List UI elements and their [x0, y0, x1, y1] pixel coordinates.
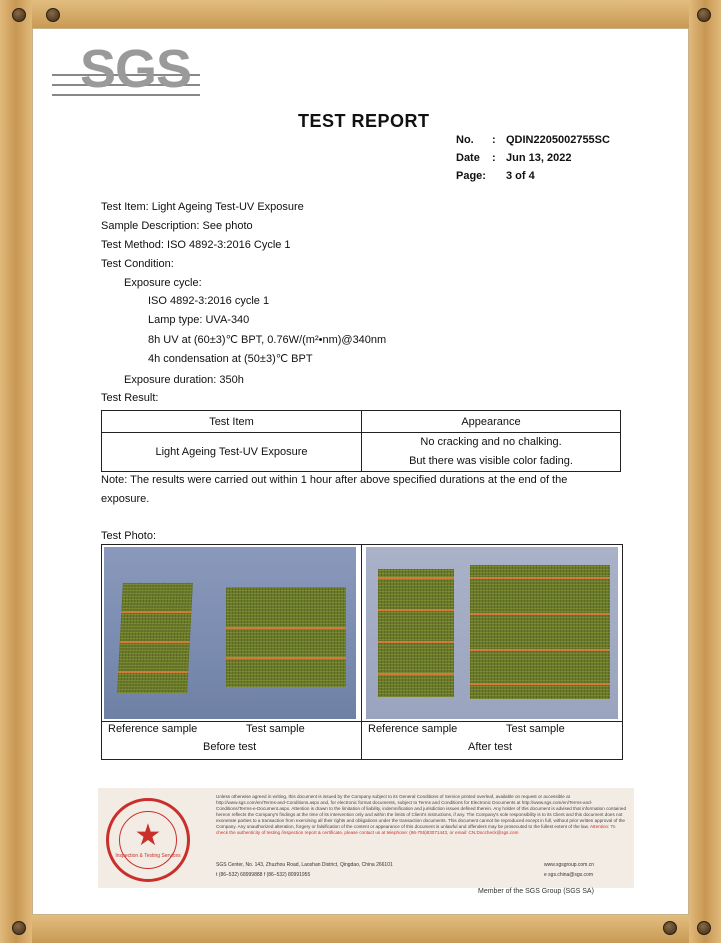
reference-sample-image	[378, 569, 454, 697]
footer-website: www.sgsgroup.com.cn	[544, 862, 595, 868]
table-header-cell: Test Item	[102, 411, 362, 433]
test-photo-title: Test Photo:	[101, 530, 157, 542]
cycle-line-1: ISO 4892-3:2016 cycle 1	[148, 295, 270, 307]
frame-bottom	[0, 915, 721, 943]
test-sample-image	[226, 587, 346, 687]
nail-icon	[12, 8, 26, 22]
test-method-line: Test Method: ISO 4892-3:2016 Cycle 1	[101, 239, 291, 251]
reference-sample-label: Reference sample	[108, 723, 198, 735]
exposure-duration-line: Exposure duration: 350h	[124, 374, 244, 386]
table-row	[102, 433, 621, 472]
test-condition-line: Test Condition:	[101, 258, 174, 270]
report-date: Date : Jun 13, 2022	[456, 152, 572, 164]
test-sample-label: Test sample	[246, 723, 305, 735]
report-page	[32, 28, 689, 915]
footer-telephone: t (86–532) 68999888 f (86–532) 80991955	[216, 872, 311, 878]
nail-icon	[46, 8, 60, 22]
reference-sample-image	[117, 583, 193, 693]
nail-icon	[697, 921, 711, 935]
frame-right	[689, 0, 721, 943]
reference-sample-label: Reference sample	[368, 723, 458, 735]
report-number: No. : QDIN2205002755SC	[456, 134, 610, 146]
footer	[98, 788, 634, 888]
photo-before-test	[104, 547, 356, 719]
nail-icon	[12, 921, 26, 935]
appearance-line: But there was visible color fading.	[409, 455, 573, 467]
after-test-caption: After test	[468, 741, 513, 753]
photo-table	[101, 544, 623, 760]
before-test-caption: Before test	[203, 741, 257, 753]
cycle-line-3: 8h UV at (60±3)℃ BPT, 0.76W/(m²•nm)@340nm	[148, 334, 387, 346]
table-cell-appearance	[362, 433, 621, 472]
photo-after-test	[366, 547, 618, 719]
report-page-number: Page: 3 of 4	[456, 170, 535, 182]
note-line: Note: The results were carried out within 1 hour after above specified durations at the end of the	[101, 474, 568, 486]
table-header-row	[102, 411, 621, 433]
frame-top	[0, 0, 721, 28]
test-result-line: Test Result:	[101, 392, 159, 404]
page-title: TEST REPORT	[298, 111, 430, 131]
sample-description-line: Sample Description: See photo	[101, 220, 253, 232]
nail-icon	[663, 921, 677, 935]
cycle-line-4: 4h condensation at (50±3)℃ BPT	[148, 353, 313, 365]
test-item-line: Test Item: Light Ageing Test-UV Exposure	[101, 201, 304, 213]
exposure-cycle-line: Exposure cycle:	[124, 277, 202, 289]
result-table	[101, 410, 621, 472]
test-sample-image	[470, 565, 610, 699]
footer-address: SGS Center, No. 143, Zhuzhou Road, Laoshan District, Qingdao, China 266101	[216, 862, 393, 868]
fine-print-attention: Attention: To check the authenticity of testing /inspection report & certificate, please contact us at telephone: (86-755)83071443, or email: CN.Doccheck@sgs.com	[216, 824, 616, 835]
table-header-cell: Appearance	[362, 411, 621, 433]
member-note: Member of the SGS Group (SGS SA)	[478, 888, 594, 895]
seal-text: Inspection & Testing Services	[115, 853, 181, 859]
note-line: exposure.	[101, 493, 150, 505]
star-icon: ★	[134, 819, 162, 852]
company-seal	[106, 798, 190, 882]
table-cell-item: Light Ageing Test-UV Exposure	[102, 433, 362, 472]
cycle-line-2: Lamp type: UVA-340	[148, 314, 250, 326]
appearance-line: No cracking and no chalking.	[420, 436, 562, 448]
fine-print: Unless otherwise agreed in writing, this document is issued by the Company subject to its General Conditions of Service printed overleaf, available on request or accessible at http://www.sgs.com/en/Terms-and-Conditions.aspx and, for electronic format documents, subject to Terms and Conditions for Electronic Documents at http://www.sgs.com/en/Terms-and-Conditions/Terms-e-Document.aspx. Attention is drawn to the limitation of liability, indemnification and jurisdiction issues defined therein. Any holder of this document is advised that information contained hereon reflects the Company's findings at the time of its intervention only and within the limits of Client's instructions, if any. The Company's sole responsibility is to its Client and this document does not exonerate parties to a transaction from exercising all their rights and obligations under the transaction documents. This document cannot be reproduced except in full, without prior written approval of the Company. Any unauthorized alteration, forgery or falsification of the content or appearance of this document is unlawful and offenders may be prosecuted to the fullest extent of the law. Attention: To check the authenticity of testing /inspection report & certificate, please contact us at telephone: (86-755)83071443, or email: CN.Doccheck@sgs.com	[216, 794, 626, 835]
footer-email: e sgs.china@sgs.com	[544, 872, 593, 878]
nail-icon	[697, 8, 711, 22]
sgs-logo: SGS	[80, 39, 192, 99]
frame-left	[0, 0, 32, 943]
test-sample-label: Test sample	[506, 723, 565, 735]
